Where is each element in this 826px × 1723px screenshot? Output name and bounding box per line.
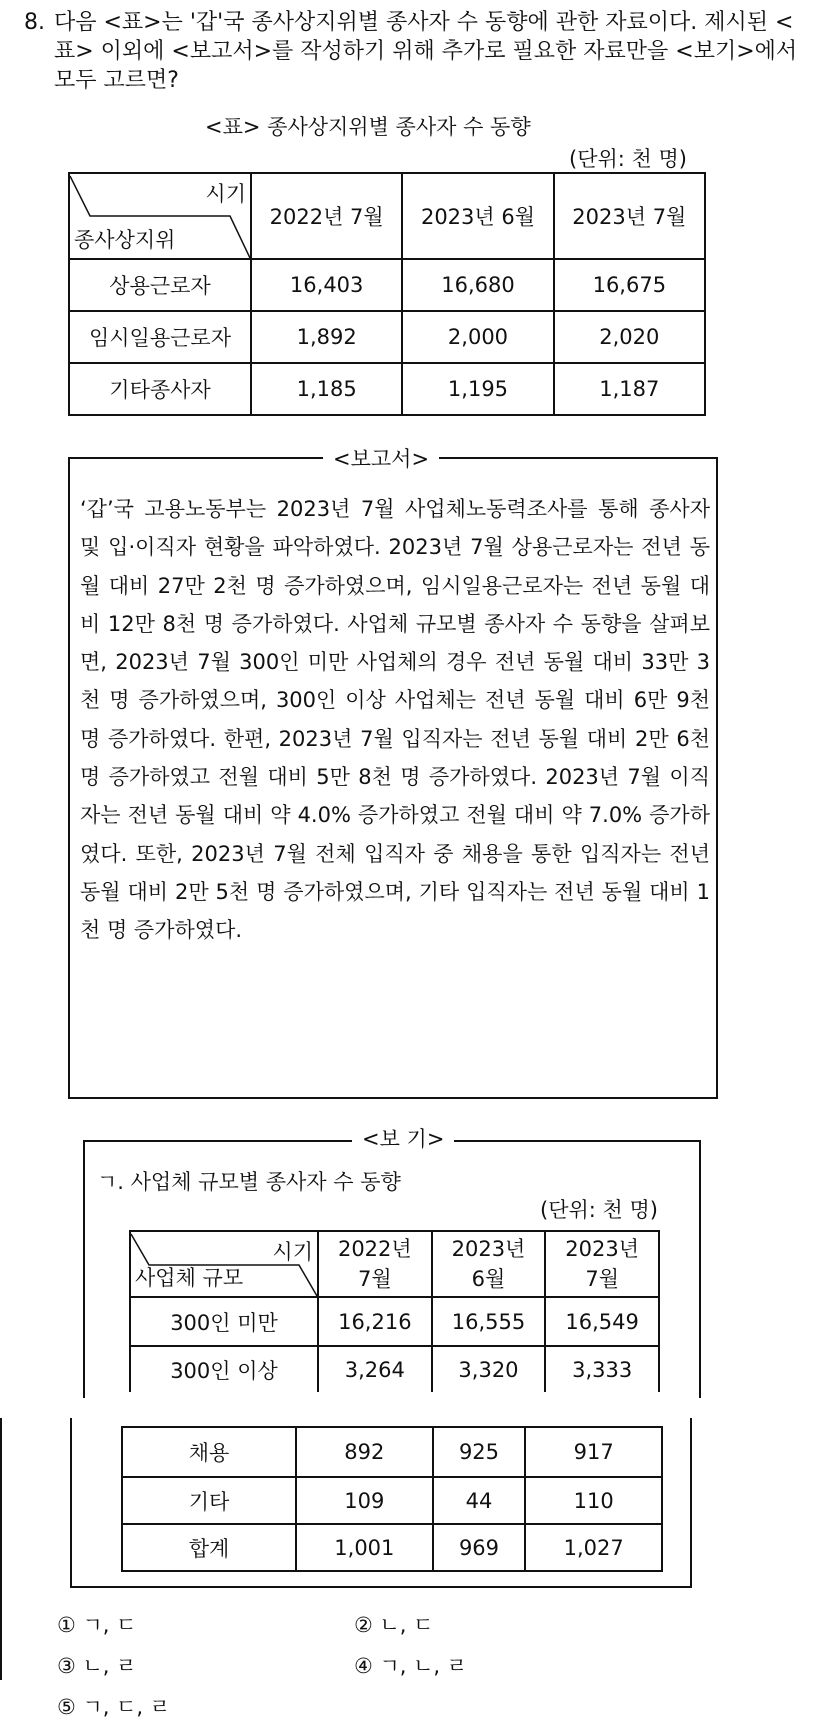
report-text: ‘갑’국 고용노동부는 2023년 7월 사업체노동력조사를 통해 종사자 및 입·이직자 현황을 파악하였다. 2023년 7월 상용근로자는 전년 동월 대비 27만 2천 명 증가하였으며, 임시일용근로자는 전년 동월 대비 12만 8천 명 증가하였다. 사업체 규모별 종사자 수 동향을 살펴보면, 2023년 7월 300인 미만 사업체의 경우 전년 동월 대비 33만 3천 명 증가하였으며, 300인 이상 사업체는 전년 동월 대비 6만 9천 명 증가하였다. 한편, 2023년 7월 입직자는 전년 동월 대비 2만 6천 명 증가하였고 전월 대비 5만 8천 명 증가하였다. 2023년 7월 이직자는 전년 동월 대비 약 4.0% 증가하였고 전월 대비 약 7.0% 증가하였다. 또한, 2023년 7월 전체 입직자 중 채용을 통한 입직자는 전년 동월 대비 2만 5천 명 증가하였으며, 기타 입직자는 전년 동월 대비 1천 명 증가하였다. bbox=[80, 497, 710, 943]
table-row bbox=[122, 1477, 662, 1524]
cell: 1,892 bbox=[251, 311, 402, 363]
table1-title: <표> 종사상지위별 종사자 수 동향 bbox=[205, 115, 531, 139]
bogi-item-a-label: ㄱ. 사업체 규모별 종사자 수 동향 bbox=[97, 1170, 401, 1194]
table-row bbox=[69, 311, 705, 363]
table1-header-top: 시기 bbox=[205, 182, 246, 206]
table1-col: 2023년 6월 bbox=[402, 173, 553, 259]
cell: 3,333 bbox=[545, 1346, 659, 1392]
cell: 1,195 bbox=[402, 363, 553, 415]
option-3[interactable]: ③ ㄴ, ㄹ bbox=[57, 1654, 137, 1678]
row-label: 300인 미만 bbox=[130, 1297, 318, 1346]
bogi-a-header-bottom: 사업체 규모 bbox=[135, 1266, 244, 1290]
row-label: 합계 bbox=[122, 1524, 296, 1571]
cell: 16,555 bbox=[432, 1297, 546, 1346]
cell: 110 bbox=[525, 1477, 662, 1524]
cell: 925 bbox=[433, 1427, 526, 1477]
cell: 917 bbox=[525, 1427, 662, 1477]
table-row bbox=[69, 259, 705, 311]
cell: 109 bbox=[296, 1477, 433, 1524]
table1-unit: (단위: 천 명) bbox=[569, 147, 687, 171]
cell: 16,216 bbox=[318, 1297, 432, 1346]
cell: 2,000 bbox=[402, 311, 553, 363]
cell: 16,549 bbox=[545, 1297, 659, 1346]
cell: 16,680 bbox=[402, 259, 553, 311]
cell: 1,187 bbox=[554, 363, 705, 415]
row-label: 채용 bbox=[122, 1427, 296, 1477]
table1-corner-header bbox=[69, 173, 251, 259]
cell: 892 bbox=[296, 1427, 433, 1477]
crop-edge-line bbox=[0, 1418, 2, 1680]
cell: 3,264 bbox=[318, 1346, 432, 1392]
table-row bbox=[130, 1346, 659, 1392]
bogi-a-col: 2022년 7월 bbox=[318, 1231, 432, 1297]
cell: 3,320 bbox=[432, 1346, 546, 1392]
question-number: 8. bbox=[24, 10, 45, 35]
row-label: 기타 bbox=[122, 1477, 296, 1524]
cell: 16,403 bbox=[251, 259, 402, 311]
table-row bbox=[122, 1524, 662, 1571]
row-label: 임시일용근로자 bbox=[69, 311, 251, 363]
cell: 44 bbox=[433, 1477, 526, 1524]
table1 bbox=[68, 172, 706, 416]
question-text: 다음 <표>는 '갑'국 종사상지위별 종사자 수 동향에 관한 자료이다. 제시된 <표> 이외에 <보고서>를 작성하기 위해 추가로 필요한 자료만을 <보기>에서 모두 고르면? bbox=[54, 10, 798, 93]
cell: 1,027 bbox=[525, 1524, 662, 1571]
row-label: 상용근로자 bbox=[69, 259, 251, 311]
row-label: 기타종사자 bbox=[69, 363, 251, 415]
row-label: 300인 이상 bbox=[130, 1346, 318, 1392]
table-row bbox=[122, 1427, 662, 1477]
bogi-table-a bbox=[129, 1230, 660, 1392]
bogi-item-a-unit: (단위: 천 명) bbox=[540, 1198, 658, 1222]
option-2[interactable]: ② ㄴ, ㄷ bbox=[354, 1613, 434, 1637]
table-row bbox=[130, 1297, 659, 1346]
bogi-a-header-top: 시기 bbox=[272, 1240, 313, 1264]
bogi-a-col: 2023년 6월 bbox=[432, 1231, 546, 1297]
bogi-a-col: 2023년 7월 bbox=[545, 1231, 659, 1297]
table1-col: 2022년 7월 bbox=[251, 173, 402, 259]
option-5[interactable]: ⑤ ㄱ, ㄷ, ㄹ bbox=[57, 1695, 171, 1719]
cell: 969 bbox=[433, 1524, 526, 1571]
table-row bbox=[69, 363, 705, 415]
cell: 2,020 bbox=[554, 311, 705, 363]
cell: 16,675 bbox=[554, 259, 705, 311]
table1-header-bottom: 종사상지위 bbox=[74, 228, 176, 252]
option-4[interactable]: ④ ㄱ, ㄴ, ㄹ bbox=[354, 1654, 468, 1678]
bogi-title: <보 기> bbox=[352, 1123, 454, 1153]
cell: 1,185 bbox=[251, 363, 402, 415]
bogi-a-corner-header bbox=[130, 1231, 318, 1297]
cell: 1,001 bbox=[296, 1524, 433, 1571]
report-title: <보고서> bbox=[323, 443, 439, 473]
option-1[interactable]: ① ㄱ, ㄷ bbox=[57, 1613, 137, 1637]
question bbox=[24, 8, 804, 95]
bogi-table-b bbox=[121, 1426, 663, 1572]
table1-col: 2023년 7월 bbox=[554, 173, 705, 259]
